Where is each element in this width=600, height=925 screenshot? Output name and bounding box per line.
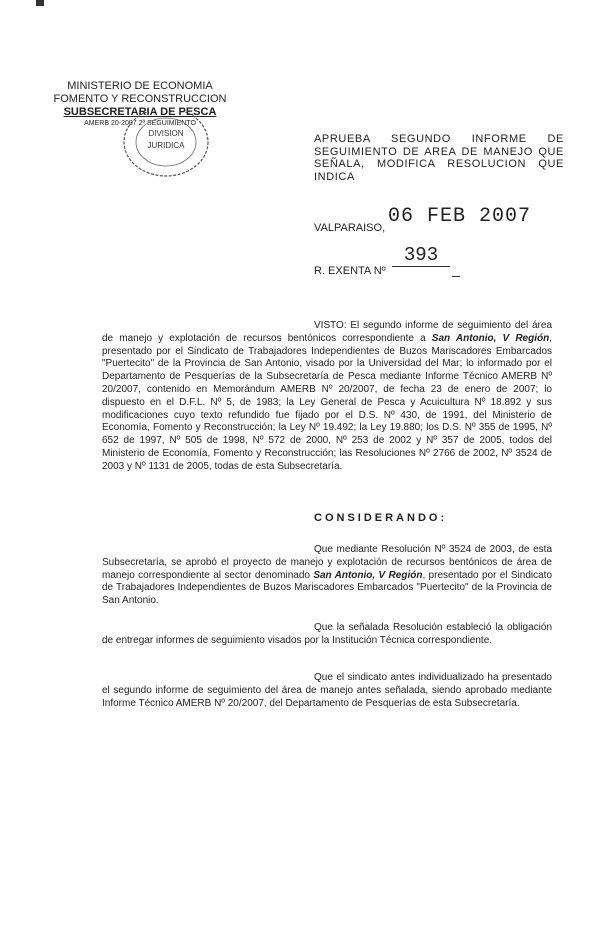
stamp-line2: JURIDICA: [147, 141, 185, 150]
stamp-line1: DIVISION: [148, 129, 184, 138]
c3-text: Que el sindicato antes individualizado ha presentado el segundo informe de seguimiento del área de manejo antes señalada, siendo aprobado mediante Informe Técnico AMERB Nº 20/2007, del Departamento de Pesquerías de esta Subsecretaría.: [102, 672, 552, 709]
place-label: VALPARAISO,: [314, 222, 386, 234]
resolution-number: 393: [392, 244, 450, 267]
resolution-summary: APRUEBA SEGUNDO INFORME DE SEGUIMIENTO DE AREA DE MANEJO QUE SEÑALA, MODIFICA RESOLUCION QUE INDICA: [314, 133, 564, 183]
ministry-name-line2: FOMENTO Y RECONSTRUCCION: [53, 93, 227, 105]
division-juridica-stamp: [118, 112, 214, 182]
considerando-paragraph-1: [102, 544, 552, 608]
reference-code: AMERB 20-2007 2ª SEGUIMIENTO: [84, 120, 196, 127]
visto-paragraph: [102, 320, 552, 474]
visto-place: San Antonio, V Región: [431, 332, 550, 344]
considerando-paragraph-2: [102, 622, 552, 648]
subsecretaria-name: SUBSECRETARIA DE PESCA: [63, 106, 217, 118]
visto-lead: VISTO:: [314, 320, 347, 331]
scan-mark: [36, 0, 44, 6]
considerando-paragraph-3: [102, 672, 552, 710]
c1-text-a: Que mediante Resolución Nº 3524 de 2003, de esta Subsecretaría, se aprobó el proyecto de manejo y explotación de recursos bentónicos de área de manejo correspondiente al sector denominado: [102, 544, 552, 581]
ministry-name: MINISTERIO DE ECONOMIA: [67, 80, 213, 92]
c1-text-b: , presentado por el Sindicato de Trabajadores Independientes de Buzos Mariscadores Embarcados "Puertecito" de la Provincia de San Antonio.: [102, 569, 553, 607]
resolution-underline: [452, 262, 460, 277]
visto-text-b: , presentado por el Sindicato de Trabajadores Independientes de Buzos Mariscadores Embarcados "Puertecito" de la Provincia de San Antonio, visado por la Universidad del Mar; lo informado por el Departamento de Pesquerías de la Subsecretaría de Pesca mediante Informe Técnico AMERB Nº 20/2007, contenido en Memorándum AMERB Nº 20/2007, de fecha 23 de enero de 2007; lo dispuesto en el D.F.L. Nº 5, de 1983; la Ley General de Pesca y Acuicultura Nº 18.892 y sus modificaciones cuyo texto refundido fue fijado por el D.S. Nº 430, de 1991, del Ministerio de Economía, Fomento y Reconstrucción; la Ley Nº 19.492; la Ley 19.880; los D.S. Nº 355 de 1995, Nº 652 de 1997, Nº 505 de 1998, Nº 572 de 2000, Nº 253 de 2002 y Nº 357 de 2005, todos del Ministerio de Economía, Fomento y Reconstrucción; las Resoluciones Nº 2766 de 2002, Nº 3524 de 2003 y Nº 1131 de 2005, todas de esta Subsecretaría.: [102, 332, 553, 472]
c2-text: Que la señalada Resolución estableció la obligación de entregar informes de seguimiento visados por la Institución Técnica correspondiente.: [102, 622, 552, 646]
resolution-label: R. EXENTA Nº: [314, 265, 386, 277]
date-stamp: 06 FEB 2007: [388, 205, 532, 228]
considerando-heading: CONSIDERANDO:: [314, 512, 448, 524]
visto-text-a: El segundo informe de seguimiento del área de manejo y explotación de recursos bentónicos correspondiente a: [102, 320, 553, 344]
c1-place: San Antonio, V Región: [313, 569, 423, 581]
